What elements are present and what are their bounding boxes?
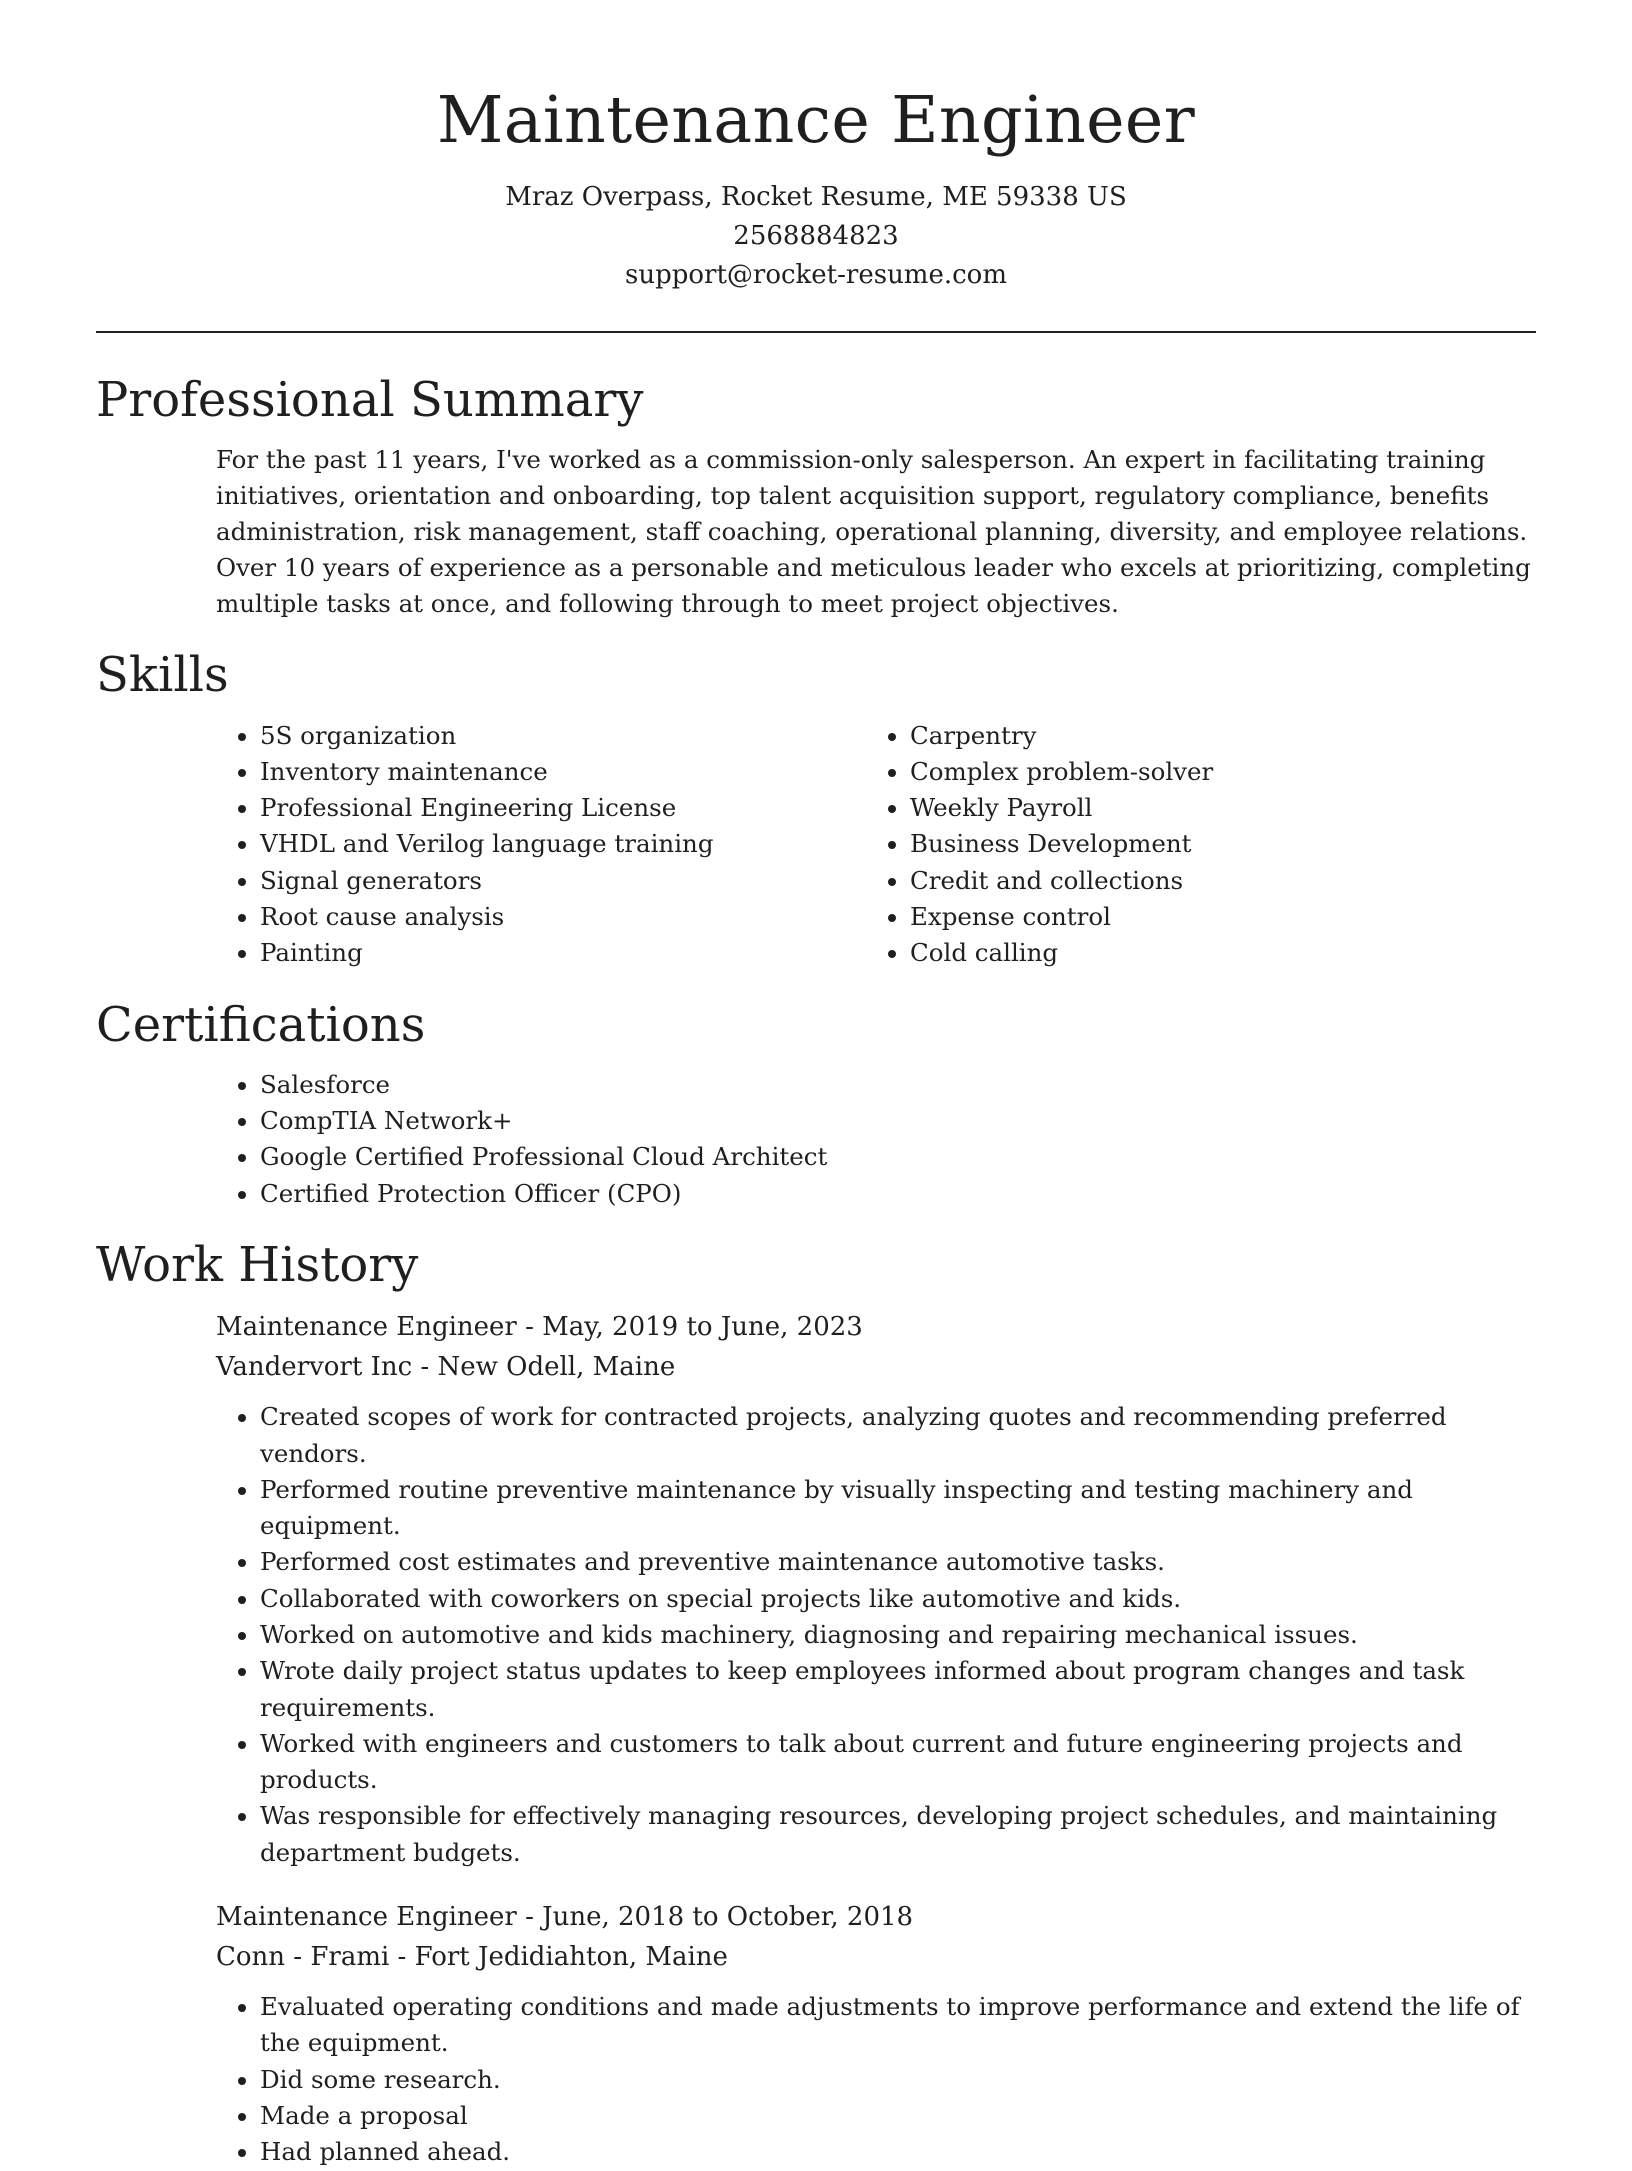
contact-email: support@rocket-resume.com [624, 260, 1007, 291]
skill-item: • Credit and collections [910, 863, 1536, 899]
job-entry [216, 1307, 1536, 1871]
job-duty-item: • Wrote daily project status updates to keep employees informed about program changes and task requirements. [260, 1653, 1536, 1726]
skill-item: • Weekly Payroll [910, 790, 1536, 826]
summary-text: For the past 11 years, I've worked as a commission-only salesperson. An expert in facilitating training initiatives, orientation and onboarding, top talent acquisition support, regulatory compliance, benefits administration, risk management, staff coaching, operational planning, diversity, and employee relations. Over 10 years of experience as a personable and meticulous leader who excels at prioritizing, completing multiple tasks at once, and following through to meet project objectives. [216, 445, 1531, 619]
header-divider [96, 331, 1536, 333]
work-history-list [0, 1307, 1632, 2170]
job-company-location: Vandervort Inc - New Odell, Maine [216, 1352, 676, 1383]
certification-item: • CompTIA Network+ [260, 1103, 1536, 1139]
summary-heading: Professional Summary [96, 372, 644, 429]
skills-list-right [866, 718, 1536, 972]
job-company-location: Conn - Frami - Fort Jedidiahton, Maine [216, 1942, 728, 1973]
resume-header [0, 0, 1632, 295]
skill-item: • Signal generators [260, 863, 866, 899]
certifications-list [216, 1067, 1536, 1212]
skills-heading: Skills [96, 647, 229, 704]
job-title-dates: Maintenance Engineer - May, 2019 to June, 2023 [216, 1312, 863, 1343]
candidate-name: Maintenance Engineer [436, 83, 1196, 158]
job-duty-item: • Was responsible for effectively managing resources, developing project schedules, and maintaining department budgets. [260, 1798, 1536, 1871]
certifications-heading: Certifications [96, 996, 426, 1053]
job-entry [216, 1897, 1536, 2170]
job-duty-item: • Worked on automotive and kids machinery, diagnosing and repairing mechanical issues. [260, 1617, 1536, 1653]
skill-item: • Inventory maintenance [260, 754, 866, 790]
job-duties [216, 1399, 1536, 1871]
certification-item: • Salesforce [260, 1067, 1536, 1103]
job-duties-list [216, 1989, 1536, 2170]
contact-address: Mraz Overpass, Rocket Resume, ME 59338 US [505, 182, 1127, 213]
job-duty-item: • Created scopes of work for contracted projects, analyzing quotes and recommending preferred vendors. [260, 1399, 1536, 1472]
skill-item: • Carpentry [910, 718, 1536, 754]
skills-grid [216, 718, 1536, 972]
skill-item: • Root cause analysis [260, 899, 866, 935]
skill-item: • Complex problem-solver [910, 754, 1536, 790]
job-duties [216, 1989, 1536, 2170]
skill-item: • VHDL and Verilog language training [260, 826, 866, 862]
certification-item: • Certified Protection Officer (CPO) [260, 1176, 1536, 1212]
job-duties-list [216, 1399, 1536, 1871]
job-duty-item: • Collaborated with coworkers on special projects like automotive and kids. [260, 1581, 1536, 1617]
contact-phone: 2568884823 [733, 221, 899, 252]
skill-item: • 5S organization [260, 718, 866, 754]
job-duty-item: • Worked with engineers and customers to talk about current and future engineering projects and products. [260, 1726, 1536, 1799]
certifications-bullets [216, 1067, 1536, 1212]
contact-info [0, 178, 1632, 295]
skills-list-left [216, 718, 866, 972]
skill-item: • Painting [260, 935, 866, 971]
job-duty-item: • Did some research. [260, 2062, 1536, 2098]
job-duty-item: • Performed cost estimates and preventive maintenance automotive tasks. [260, 1544, 1536, 1580]
work-history-heading: Work History [96, 1237, 419, 1294]
job-duty-item: • Evaluated operating conditions and made adjustments to improve performance and extend the life of the equipment. [260, 1989, 1536, 2062]
skill-item: • Expense control [910, 899, 1536, 935]
job-duty-item: • Performed routine preventive maintenance by visually inspecting and testing machinery and equipment. [260, 1472, 1536, 1545]
job-title-dates: Maintenance Engineer - June, 2018 to October, 2018 [216, 1902, 914, 1933]
skill-item: • Business Development [910, 826, 1536, 862]
job-duty-item: • Had planned ahead. [260, 2134, 1536, 2170]
job-duty-item: • Made a proposal [260, 2098, 1536, 2134]
skill-item: • Cold calling [910, 935, 1536, 971]
skill-item: • Professional Engineering License [260, 790, 866, 826]
certification-item: • Google Certified Professional Cloud Architect [260, 1139, 1536, 1175]
